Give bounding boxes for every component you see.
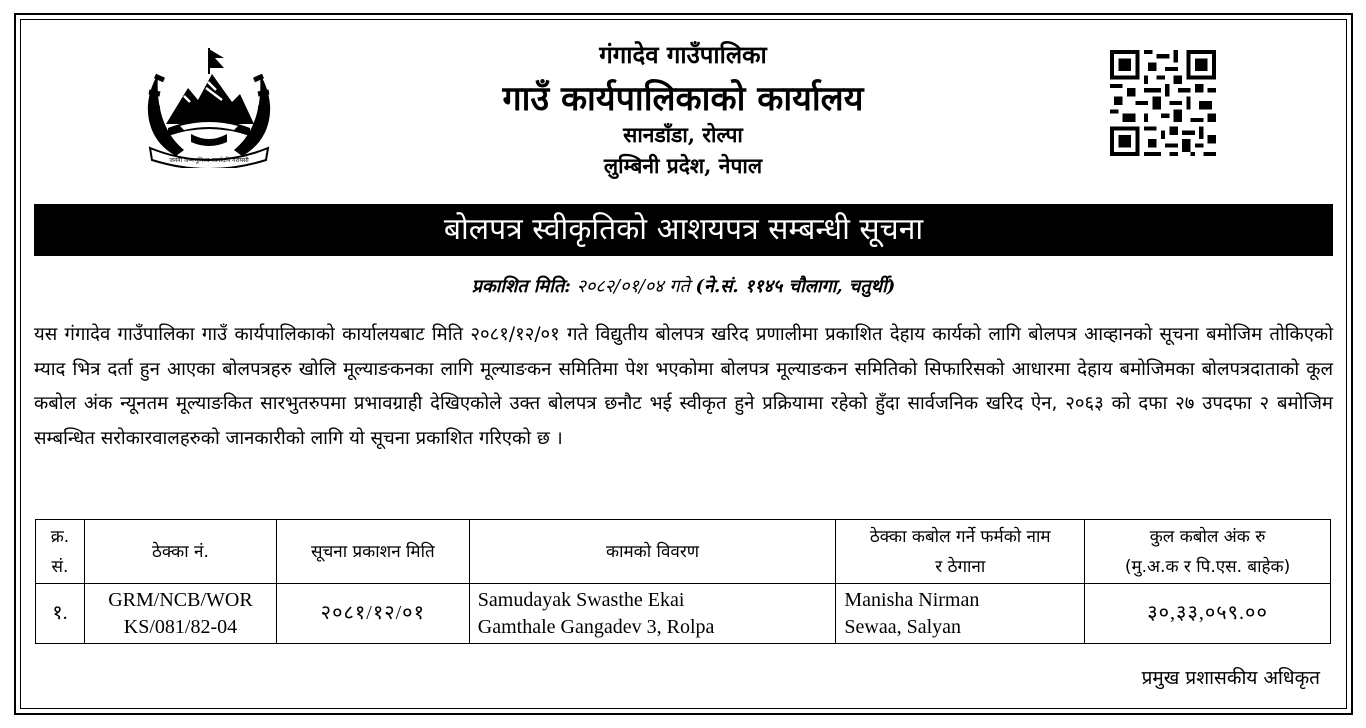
cell-notice-date: २०८१/१२/०१ (276, 584, 469, 644)
cell-serial-number: १. (36, 584, 85, 644)
office-name: गाउँ कार्यपालिकाको कार्यालय (502, 79, 864, 119)
published-date-nepal-sambat: (ने.सं. ११४५ चौलागा, चतुर्थी) (695, 276, 896, 297)
table-header-row (36, 520, 1331, 584)
published-date-line (34, 274, 1333, 298)
signature-title: प्रमुख प्रशासकीय अधिकृत (1141, 667, 1320, 689)
notice-title: बोलपत्र स्वीकृतिको आशयपत्र सम्बन्धी सूचना (34, 204, 1333, 256)
published-label: प्रकाशित मिति: (471, 276, 571, 297)
cell-bid-amount: ३०,३३,०५९.०० (1085, 584, 1331, 644)
table-row (36, 584, 1331, 644)
cell-work-description: Samudayak Swasthe Ekai Gamthale Gangadev 3, Rolpa (469, 584, 836, 644)
header-bid-amount: कुल कबोल अंक रु (मु.अ.क र पि.एस. बाहेक) (1085, 520, 1331, 584)
published-date: २०८२/०१/०४ गते (576, 276, 690, 297)
tender-table (35, 519, 1331, 644)
header-contract-number: ठेक्का नं. (84, 520, 276, 584)
header-notice-date: सूचना प्रकाशन मिति (276, 520, 469, 584)
notice-body: यस गंगादेव गाउँपालिका गाउँ कार्यपालिकाको कार्यालयबाट मिति २०८१/१२/०१ गते विद्युतीय बोलपत्र खरिद प्रणालीमा प्रकाशित देहाय कार्यको लागि बोलपत्र आव्हानको सूचना बमोजिम तोकिएको म्याद भित्र दर्ता हुन आएका बोलपत्रहरु खोलि मूल्याङकनका लागि मूल्याङकन समितिमा पेश भएकोमा बोलपत्र मूल्याङकन समितिको सिफारिसको आधारमा देहाय बमोजिमका बोलपत्रदाताको कूल कबोल अंक न्यूनतम मूल्याङकित सारभुतरुपमा प्रभावग्राही देखिएकोले उक्त बोलपत्र छनौट भई स्वीकृत हुने प्रक्रियामा रहेको हुँदा सार्वजनिक खरिद ऐन, २०६३ को दफा २७ उपदफा २ बमोजिम सम्बन्धित सरोकारवालहरुको जानकारीको लागि यो सूचना प्रकाशित गरिएको छ । (34, 324, 1333, 449)
emblem-motto: जननी जन्मभूमिश्च स्वर्गादपि गरीयसी (169, 157, 249, 164)
office-province: लुम्बिनी प्रदेश, नेपाल (603, 153, 763, 178)
header-firm-name: ठेक्का कबोल गर्ने फर्मको नाम र ठेगाना (836, 520, 1085, 584)
header-work-description: कामको विवरण (469, 520, 836, 584)
nepal-government-emblem-icon (136, 44, 282, 168)
municipality-name: गंगादेव गाउँपालिका (599, 40, 767, 69)
header-serial-number: क्र. सं. (36, 520, 85, 584)
office-location: सानडाँडा, रोल्पा (623, 122, 743, 147)
cell-contract-number: GRM/NCB/WOR KS/081/82-04 (84, 584, 276, 644)
qr-code-icon (1108, 50, 1218, 156)
cell-firm-name: Manisha Nirman Sewaa, Salyan (836, 584, 1085, 644)
